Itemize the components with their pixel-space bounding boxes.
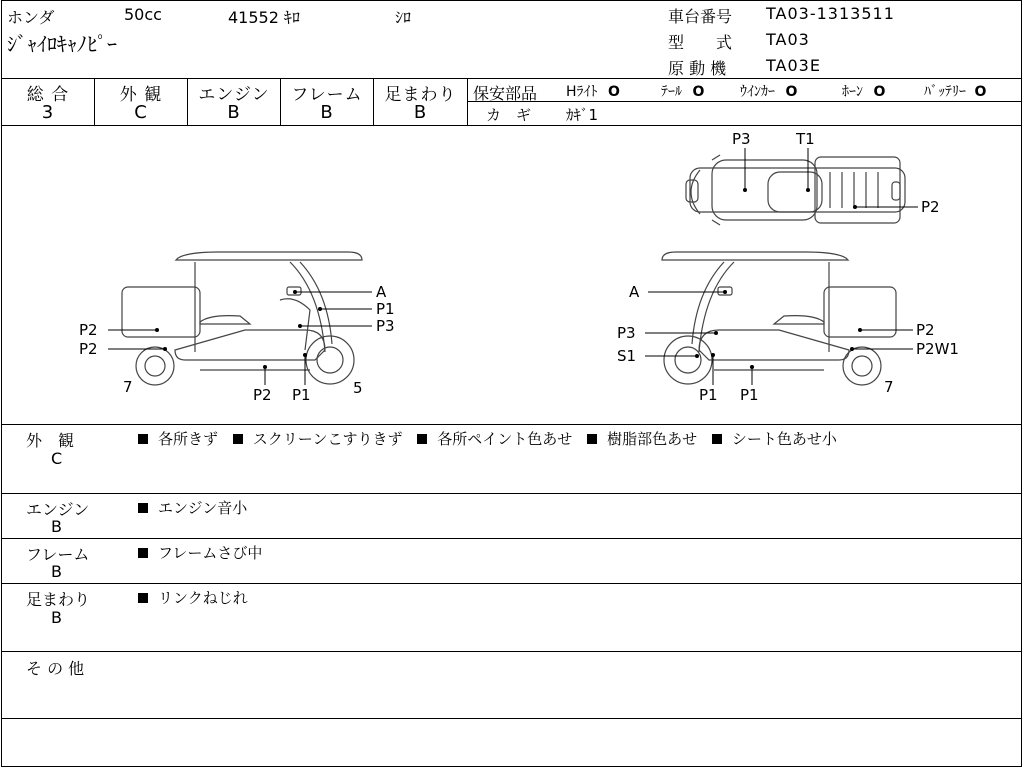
- exterior-item: スクリーンこすりきず: [233, 430, 403, 448]
- divider-header: [1, 78, 1022, 79]
- right-label-p1-front: P1: [699, 386, 718, 404]
- bullet-square-icon: [233, 434, 243, 444]
- divider-other: [1, 718, 1022, 719]
- grade-header-exterior: 外 観: [119, 85, 163, 105]
- grade-overall: 3: [41, 102, 55, 123]
- exterior-item: 各所ペイント色あせ: [417, 430, 572, 448]
- grade-suspension: B: [413, 102, 428, 123]
- top-label-p2: P2: [921, 198, 940, 216]
- bullet-square-icon: [138, 593, 148, 603]
- safety-mark-battery: O: [974, 84, 987, 100]
- section-engine-label: エンジン: [26, 500, 90, 519]
- section-suspension-items: [138, 587, 258, 608]
- section-exterior-grade: C: [51, 449, 63, 468]
- frame-no: TA03-1313511: [766, 4, 895, 23]
- left-label-p1-bottom: P1: [292, 386, 311, 404]
- safety-item-winker: [740, 81, 797, 101]
- frame-item: フレームさび中: [138, 544, 262, 562]
- divider-suspension: [1, 651, 1022, 652]
- safety-label-battery: ﾊﾞｯﾃﾘｰ: [924, 84, 966, 100]
- color: ｼﾛ: [395, 8, 412, 27]
- engine-label: 原 動 機: [668, 59, 727, 78]
- engine-item: エンジン音小: [138, 499, 247, 517]
- bullet-square-icon: [138, 548, 148, 558]
- grade-header-frame: フレーム: [291, 85, 363, 105]
- section-frame-label: フレーム: [26, 545, 90, 564]
- grade-engine: B: [227, 102, 241, 123]
- bullet-square-icon: [138, 503, 148, 513]
- right-label-p2: P2: [916, 321, 935, 339]
- section-engine-items: [138, 497, 257, 518]
- exterior-item: 樹脂部色あせ: [587, 430, 697, 448]
- safety-item-horn: [842, 81, 885, 101]
- safety-item-headlight: [566, 81, 620, 101]
- right-label-p2w1: P2W1: [916, 340, 959, 358]
- bullet-square-icon: [587, 434, 597, 444]
- section-suspension-grade: B: [51, 608, 62, 627]
- key-value: ｶｷﾞ1: [566, 106, 599, 124]
- safety-mark-headlight: O: [607, 84, 620, 100]
- section-engine-grade: B: [51, 517, 62, 536]
- divider-grades: [1, 125, 1022, 126]
- safety-label-winker: ｳｲﾝｶｰ: [740, 84, 775, 100]
- engine-value: TA03E: [766, 56, 821, 75]
- safety-mark-winker: O: [785, 84, 798, 100]
- bullet-square-icon: [712, 434, 722, 444]
- section-other-label: そ の 他: [26, 659, 85, 678]
- key-label: カ ギ: [486, 106, 532, 124]
- maker: ホンダ: [7, 8, 55, 27]
- section-frame-grade: B: [51, 562, 62, 581]
- left-label-a: A: [376, 283, 387, 301]
- top-label-t1: T1: [796, 130, 815, 148]
- safety-label-headlight: Hﾗｲﾄ: [566, 84, 598, 100]
- bullet-square-icon: [138, 434, 148, 444]
- divider-exterior: [1, 493, 1022, 494]
- safety-label-tail: ﾃｰﾙ: [661, 84, 682, 100]
- left-label-p1: P1: [376, 300, 395, 318]
- grade-header-suspension: 足まわり: [384, 85, 457, 105]
- right-label-a: A: [629, 283, 640, 301]
- suspension-item: リンクねじれ: [138, 589, 248, 607]
- exterior-item: 各所きず: [138, 430, 218, 448]
- safety-item-battery: [924, 81, 986, 101]
- col-divider-5: [467, 78, 468, 125]
- divider-diagram: [1, 424, 1022, 425]
- grade-header-engine: エンジン: [198, 85, 270, 105]
- displacement: 50cc: [124, 5, 162, 24]
- safety-title: 保安部品: [473, 84, 538, 103]
- grade-exterior: C: [134, 102, 148, 123]
- mileage: 41552 ｷﾛ: [228, 8, 300, 27]
- divider-engine: [1, 538, 1022, 539]
- type-value: TA03: [766, 30, 810, 49]
- section-suspension-label: 足まわり: [26, 590, 91, 609]
- left-label-p3: P3: [376, 317, 395, 335]
- right-label-7: 7: [884, 378, 894, 396]
- grade-header-overall: 総 合: [26, 85, 70, 105]
- safety-label-horn: ﾎｰﾝ: [842, 84, 863, 100]
- left-label-p2-lower: P2: [79, 340, 98, 358]
- exterior-item: シート色あせ小: [712, 430, 837, 448]
- section-exterior-label: 外 観: [26, 431, 75, 450]
- section-exterior-items: [138, 428, 847, 449]
- type-label: 型 式: [668, 33, 733, 52]
- right-label-p3: P3: [617, 324, 636, 342]
- left-label-7: 7: [123, 378, 133, 396]
- safety-mark-horn: O: [873, 84, 886, 100]
- right-label-s1: S1: [617, 347, 637, 365]
- safety-mark-tail: O: [692, 84, 705, 100]
- divider-frame: [1, 583, 1022, 584]
- model-name: ｼﾞｬｲﾛｷｬﾉﾋﾟｰ: [7, 32, 117, 56]
- divider-safety: [467, 101, 1022, 102]
- top-label-p3: P3: [732, 130, 751, 148]
- left-label-p2-bottom: P2: [253, 386, 272, 404]
- left-label-p2-upper: P2: [79, 321, 98, 339]
- bullet-square-icon: [417, 434, 427, 444]
- frame-no-label: 車台番号: [668, 7, 733, 26]
- left-label-5: 5: [353, 379, 363, 397]
- section-frame-items: [138, 542, 272, 563]
- right-label-p1-rear: P1: [740, 386, 759, 404]
- safety-item-tail: [661, 81, 704, 101]
- grade-frame: B: [320, 102, 334, 123]
